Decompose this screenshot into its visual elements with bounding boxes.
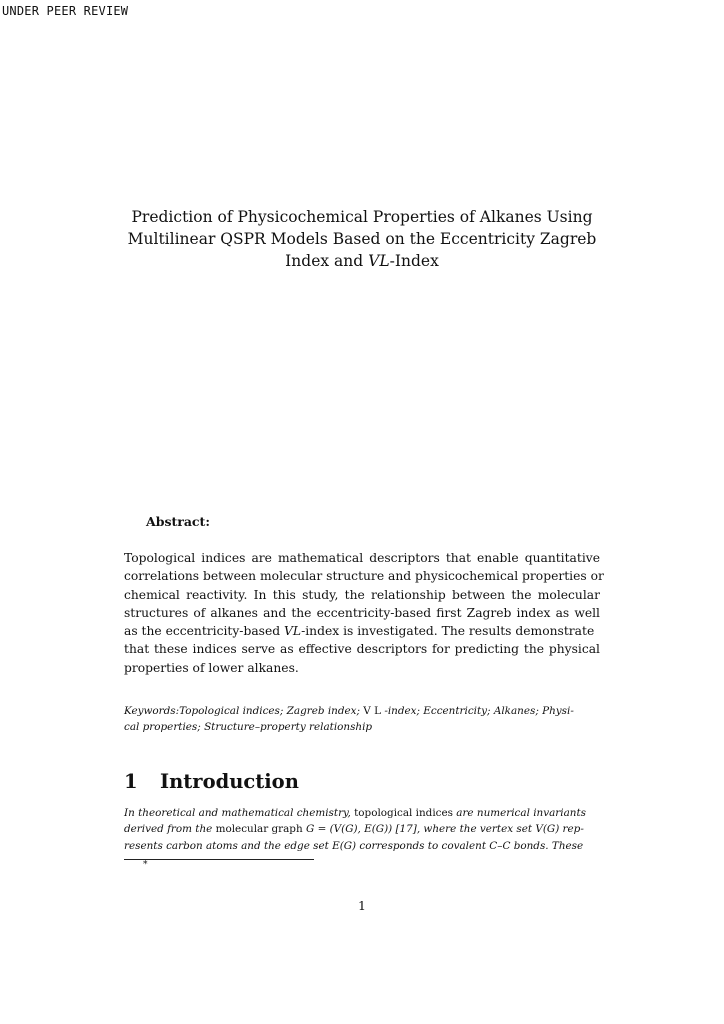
intro-line-2-c: G = (V(G), E(G)) [17], where the vertex set V(G) rep- <box>305 823 584 836</box>
intro-line-3 <box>124 838 600 854</box>
abstract-vl-symbol: VL <box>284 624 302 639</box>
abstract-line-7: properties of lower alkanes. <box>124 660 299 675</box>
keywords-vl-symbol: V L <box>363 705 382 717</box>
title-line-2: Multilinear QSPR Models Based on the Eccentricity Zagreb <box>127 230 597 248</box>
intro-line-1-a: In theoretical and mathematical chemistry, <box>124 807 351 819</box>
keywords-line-1 <box>124 703 600 719</box>
title-line-3 <box>110 250 614 272</box>
abstract-line-5 <box>124 622 600 640</box>
title-vl-symbol: VL <box>368 252 390 270</box>
introduction-paragraph <box>124 805 600 854</box>
intro-line-2-b: molecular graph <box>212 823 306 836</box>
keywords-line-1-pre: Keywords:Topological indices; Zagreb index; <box>124 705 364 717</box>
abstract-line-5-pre: as the eccentricity-based <box>124 624 285 639</box>
abstract-line-5-post: -index is investigated. The results demonstrate <box>301 624 595 639</box>
footnote-marker: * <box>143 860 148 870</box>
intro-line-1-b: topological indices <box>350 807 457 819</box>
abstract-line-4: structures of alkanes and the eccentricity-based first Zagreb index as well <box>124 605 600 620</box>
title-line-3-post: -Index <box>389 252 439 270</box>
abstract-line-1: Topological indices are mathematical descriptors that enable quantitative <box>124 551 600 565</box>
abstract-line-2: correlations between molecular structure and physicochemical properties or <box>124 569 604 584</box>
page-number: 1 <box>358 898 366 913</box>
intro-line-1 <box>124 805 600 821</box>
abstract-line-3: chemical reactivity. In this study, the relationship between the molecular <box>124 587 600 602</box>
title-line-1: Prediction of Physicochemical Properties of Alkanes Using <box>131 208 593 226</box>
footnote-divider <box>124 859 314 860</box>
intro-line-2-a: derived from the <box>124 823 213 836</box>
title-line-3-pre: Index and <box>285 252 369 270</box>
section-title: Introduction <box>160 770 299 793</box>
peer-review-stamp: UNDER PEER REVIEW <box>2 4 129 18</box>
intro-line-2 <box>124 821 600 837</box>
abstract-heading: Abstract: <box>146 514 210 529</box>
paper-title <box>110 206 614 272</box>
abstract-line-6: that these indices serve as effective descriptors for predicting the physical <box>124 642 600 657</box>
intro-line-1-c: are numerical invariants <box>456 807 586 819</box>
intro-line-3-text: resents carbon atoms and the edge set E(G) corresponds to covalent C–C bonds. These <box>124 839 584 852</box>
keywords-line-1-post: -index; Eccentricity; Alkanes; Physi- <box>381 705 574 717</box>
section-heading-introduction <box>124 770 299 793</box>
section-number: 1 <box>124 770 138 793</box>
abstract-body <box>124 549 604 677</box>
keywords <box>124 703 600 735</box>
keywords-line-2: cal properties; Structure–property relationship <box>124 721 373 733</box>
